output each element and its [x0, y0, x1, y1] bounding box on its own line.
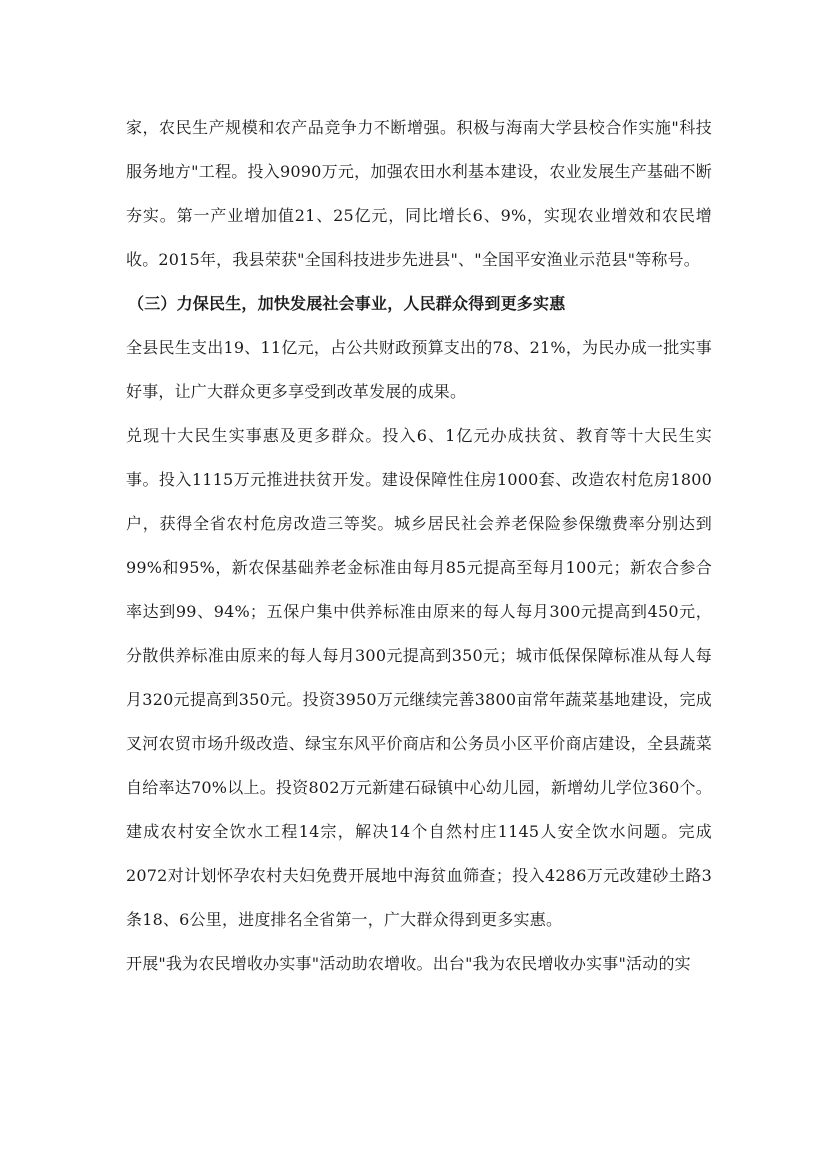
paragraph-agriculture: 家，农民生产规模和农产品竞争力不断增强。积极与海南大学县校合作实施"科技服务地方"工程。投入9090万元，加强农田水利基本建设，农业发展生产基础不断夯实。第一产业增加值21、25亿元，同比增长6、9%，实现农业增效和农民增收。2015年，我县荣获"全国科技进步先进县"、"全国平安渔业示范县"等称号。: [126, 118, 712, 269]
paragraph-ten-livelihood-projects: 兑现十大民生实事惠及更多群众。投入6、1亿元办成扶贫、教育等十大民生实事。投入1115万元推进扶贫开发。建设保障性住房1000套、改造农村危房1800户，获得全省农村危房改造三等奖。城乡居民社会养老保险参保缴费率分别达到99%和95%，新农保基础养老金标准由每月85元提高至每月100元；新农合参合率达到99、94%；五保户集中供养标准由原来的每人每月300元提高到450元，分散供养标准由原来的每人每月300元提高到350元；城市低保保障标准从每人每月320元提高到350元。投资3950万元继续完善3800亩常年蔬菜基地建设，完成叉河农贸市场升级改造、绿宝东风平价商店和公务员小区平价商店建设，全县蔬菜自给率达70%以上。投资802万元新建石碌镇中心幼儿园，新增幼儿学位360个。建成农村安全饮水工程14宗，解决14个自然村庄1145人安全饮水问题。完成2072对计划怀孕农村夫妇免费开展地中海贫血筛查；投入4286万元改建砂土路3条18、6公里，进度排名全省第一，广大群众得到更多实惠。: [126, 426, 712, 929]
paragraph-livelihood-spending: 全县民生支出19、11亿元，占公共财政预算支出的78、21%，为民办成一批实事好事，让广大群众更多享受到改革发展的成果。: [126, 338, 712, 401]
section-heading: （三）力保民生，加快发展社会事业，人民群众得到更多实惠: [128, 294, 566, 313]
document-body: [126, 106, 712, 986]
paragraph-farmer-income: 开展"我为农民增收办实事"活动助农增收。出台"我为农民增收办实事"活动的实: [126, 954, 691, 973]
